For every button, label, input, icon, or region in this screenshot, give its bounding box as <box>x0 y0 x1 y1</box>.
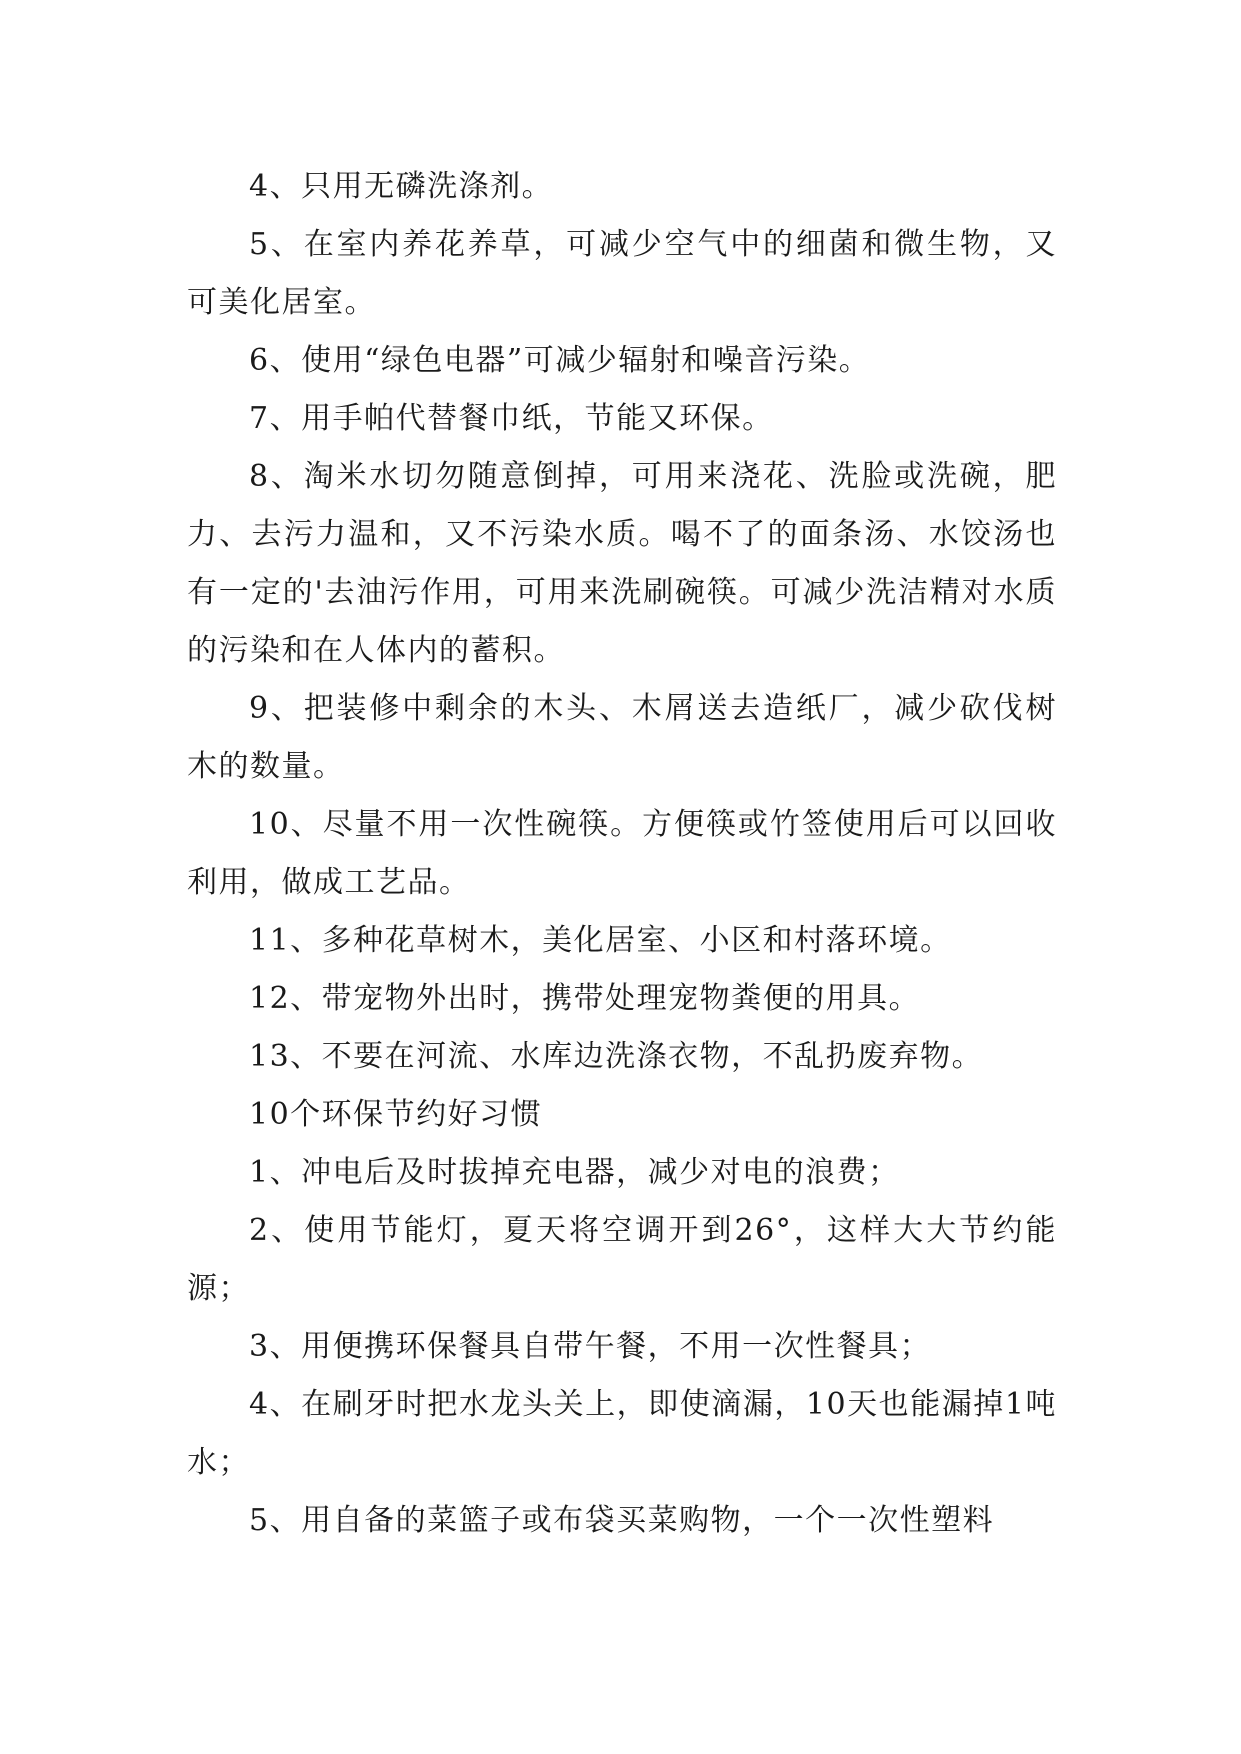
habit-3: 3、用便携环保餐具自带午餐，不用一次性餐具； <box>249 1329 932 1364</box>
paragraph-12: 12、带宠物外出时，携带处理宠物粪便的用具。 <box>249 981 921 1016</box>
document-body <box>187 158 1057 1550</box>
paragraph-7: 7、用手帕代替餐巾纸，节能又环保。 <box>249 401 774 436</box>
habit-1: 1、冲电后及时拔掉充电器，减少对电的浪费； <box>249 1155 900 1190</box>
habit-4: 4、在刷牙时把水龙头关上，即使滴漏，10天也能漏掉1吨水； <box>187 1387 1057 1480</box>
paragraph-11: 11、多种花草树木，美化居室、小区和村落环境。 <box>249 923 952 958</box>
paragraph-5: 5、在室内养花养草，可减少空气中的细菌和微生物，又可美化居室。 <box>187 227 1057 320</box>
paragraph-6: 6、使用“绿色电器”可减少辐射和噪音污染。 <box>249 343 871 378</box>
habit-2: 2、使用节能灯，夏天将空调开到26°，这样大大节约能源； <box>187 1213 1057 1306</box>
section-heading: 10个环保节约好习惯 <box>249 1097 543 1132</box>
paragraph-4: 4、只用无磷洗涤剂。 <box>249 169 554 204</box>
paragraph-9: 9、把装修中剩余的木头、木屑送去造纸厂，减少砍伐树木的数量。 <box>187 691 1057 784</box>
paragraph-13: 13、不要在河流、水库边洗涤衣物，不乱扔废弃物。 <box>249 1039 984 1074</box>
paragraph-8: 8、淘米水切勿随意倒掉，可用来浇花、洗脸或洗碗，肥力、去污力温和，又不污染水质。喝不了的面条汤、水饺汤也有一定的'去油污作用，可用来洗刷碗筷。可减少洗洁精对水质的污染和在人体内的蓄积。 <box>187 459 1057 668</box>
paragraph-10: 10、尽量不用一次性碗筷。方便筷或竹签使用后可以回收利用，做成工艺品。 <box>187 807 1057 900</box>
habit-5: 5、用自备的菜篮子或布袋买菜购物，一个一次性塑料 <box>249 1503 995 1538</box>
